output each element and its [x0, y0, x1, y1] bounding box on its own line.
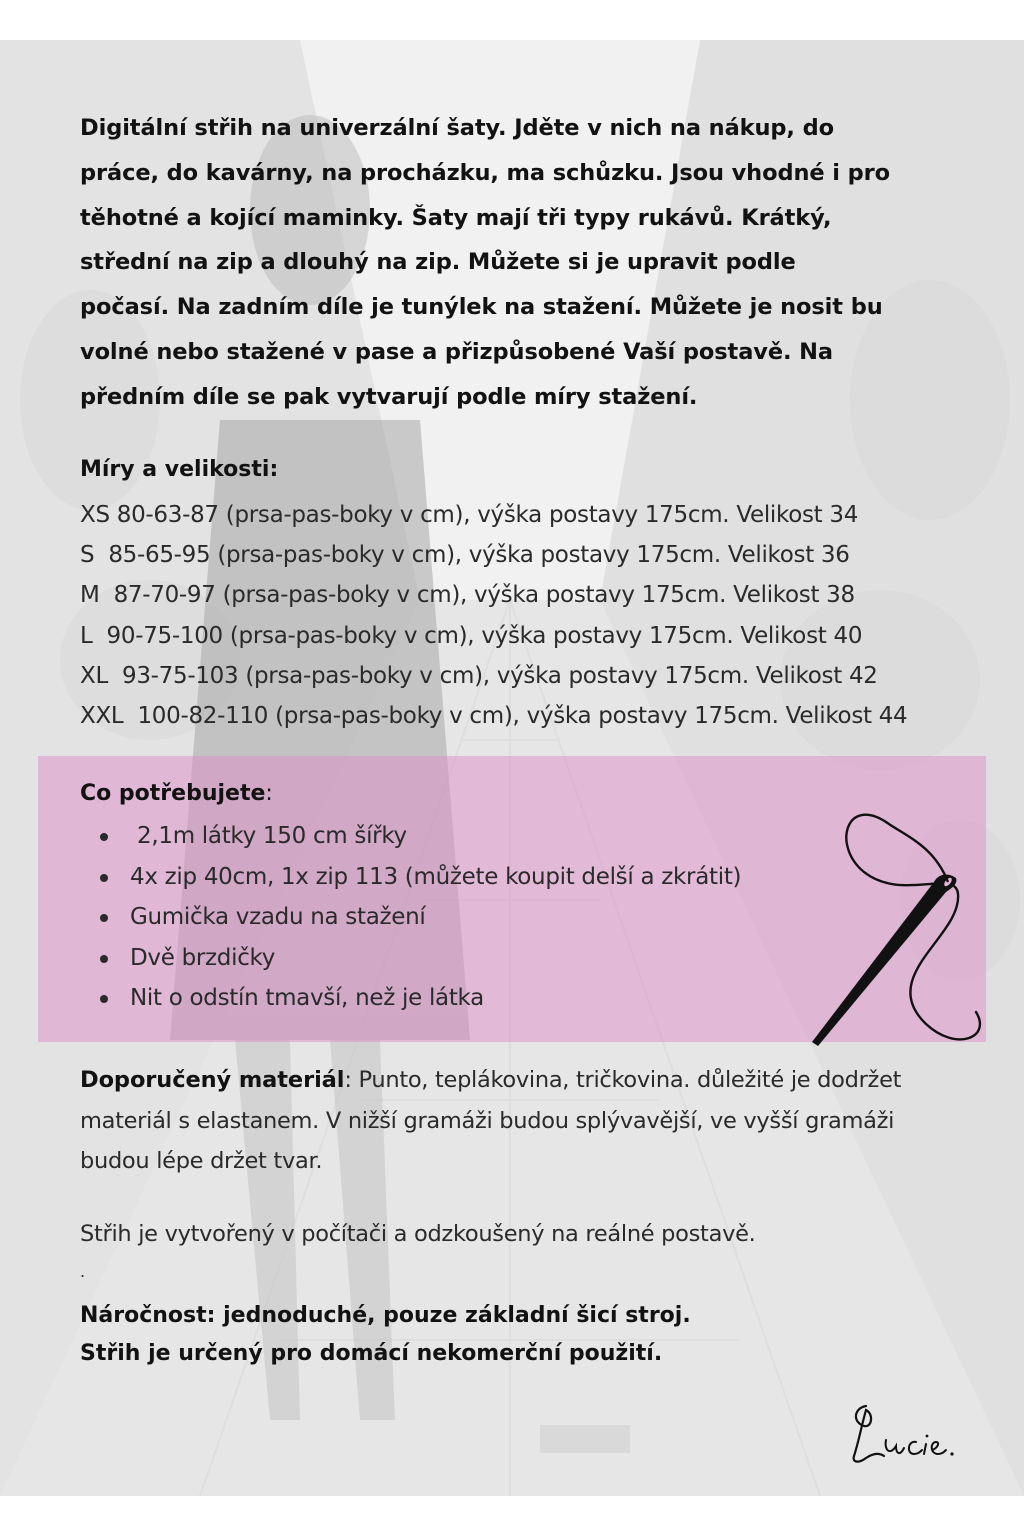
- intro-line: střední na zip a dlouhý na zip. Můžete si je upravit podle: [80, 249, 796, 276]
- list-item: Gumička vzadu na stažení: [80, 897, 741, 938]
- size-row: L 90-75-100 (prsa-pas-boky v cm), výška postavy 175cm. Velikost 40: [80, 622, 863, 649]
- size-row: S 85-65-95 (prsa-pas-boky v cm), výška postavy 175cm. Velikost 36: [80, 542, 850, 569]
- sizes-heading: Míry a velikosti:: [80, 457, 279, 482]
- intro-paragraph: [80, 106, 980, 420]
- material-text: budou lépe držet tvar.: [80, 1148, 323, 1174]
- flyer-page: [0, 40, 1024, 1496]
- material-label: Doporučený materiál: [80, 1067, 345, 1093]
- intro-line: Digitální střih na univerzální šaty. Jděte v nich na nákup, do: [80, 115, 834, 141]
- list-item: Dvě brzdičky: [80, 938, 741, 979]
- intro-line: předním díle se pak vytvarují podle míry stažení.: [80, 383, 698, 410]
- size-row: XXL 100-82-110 (prsa-pas-boky v cm), výška postavy 175cm. Velikost 44: [80, 703, 908, 730]
- needs-heading: [80, 778, 273, 810]
- usage-text: Střih je určený pro domácí nekomerční použití.: [80, 1341, 663, 1366]
- list-item: Nit o odstín tmavší, než je látka: [80, 978, 741, 1019]
- size-row: XL 93-75-103 (prsa-pas-boky v cm), výška postavy 175cm. Velikost 42: [80, 662, 878, 689]
- list-item: 4x zip 40cm, 1x zip 113 (můžete koupit delší a zkrátit): [80, 857, 741, 898]
- material-paragraph: [80, 1060, 980, 1182]
- intro-line: těhotné a kojící maminky. Šaty mají tři typy rukávů. Krátký,: [80, 204, 832, 231]
- size-row: XS 80-63-87 (prsa-pas-boky v cm), výška postavy 175cm. Velikost 34: [80, 502, 859, 528]
- needs-heading-text: Co potřebujete: [80, 781, 266, 806]
- intro-line: práce, do kavárny, na procházku, ma schůzku. Jsou vhodné i pro: [80, 159, 890, 186]
- intro-line: volné nebo stažené v pase a přizpůsobené Vaší postavě. Na: [80, 338, 833, 365]
- needs-heading-colon: :: [265, 781, 273, 806]
- material-text: : Punto, teplákovina, tričkovina. důležité je dodržet: [344, 1067, 902, 1093]
- intro-line: počasí. Na zadním díle je tunýlek na stažení. Můžete je nosit bu: [80, 294, 883, 321]
- needle-and-thread-icon: [806, 776, 986, 1060]
- list-item: 2,1m látky 150 cm šířky: [80, 816, 741, 857]
- needs-list: [80, 816, 741, 1019]
- note-text: Střih je vytvořený v počítači a odzkoušený na reálné postavě.: [80, 1221, 756, 1247]
- difficulty-text: Náročnost: jednoduché, pouze základní šicí stroj.: [80, 1303, 691, 1328]
- sizes-list: [80, 495, 907, 736]
- stray-dot: .: [80, 1262, 86, 1281]
- size-row: M 87-70-97 (prsa-pas-boky v cm), výška postavy 175cm. Velikost 38: [80, 582, 855, 609]
- material-text: materiál s elastanem. V nižší gramáži budou splývavější, ve vyšší gramáži: [80, 1107, 895, 1134]
- signature-logo: [844, 1400, 964, 1470]
